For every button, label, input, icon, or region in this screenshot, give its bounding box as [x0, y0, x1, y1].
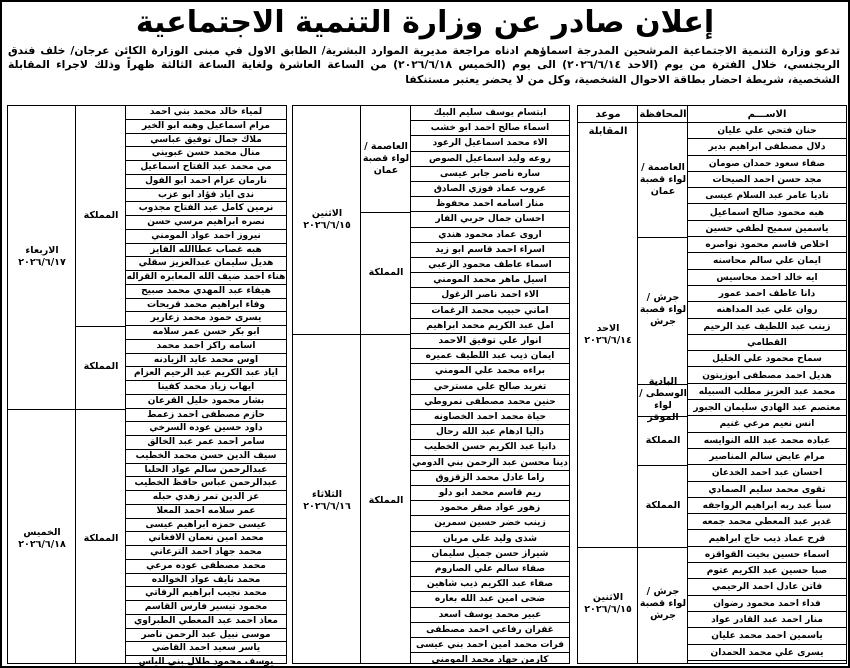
- governorate-cell: المملكة: [645, 500, 681, 512]
- table-row: دانيا عبد الكريم حسن الخطيب: [411, 440, 569, 455]
- table-row: اماني حبيب محمد الرغمات: [411, 304, 569, 319]
- candidates-table-1: [577, 105, 847, 664]
- table-row: ياسمين احمد محمد عليان: [688, 628, 846, 644]
- table-row: اسماء حسين بخيت القواقزه: [688, 547, 846, 563]
- table-row: عمر سلامه احمد المعلا: [126, 505, 286, 519]
- table-row: معاذ احمد عبد المعطي الطبراوي: [126, 615, 286, 629]
- table-row: مجد حسن احمد الصيحات: [688, 172, 846, 188]
- table-row: يوسف محمود طلال بني الياس: [126, 656, 286, 668]
- table-row: حنان فتحي علي عليان: [688, 123, 846, 139]
- table-row: ايمان ذيب عبد اللطيف عميره: [411, 349, 569, 364]
- governorate-cell: جرش / لواء قصبة جرش: [639, 585, 687, 621]
- table-row: موسى نبيل عبد الرحمن ناصر: [126, 629, 286, 643]
- table-row: تغريد صالح علي مسترحي: [411, 380, 569, 395]
- table-row: حياة محمد احمد الخصاونه: [411, 410, 569, 425]
- table-row: عبدالرحمن سالم عواد الحلبا: [126, 464, 286, 478]
- table-row: القطامي: [688, 335, 846, 351]
- table-row: ندى اياد فؤاد ابو عزب: [126, 189, 286, 203]
- table-row: محمد نايف عواد الخوالده: [126, 574, 286, 588]
- governorate-cell: المملكة: [645, 434, 681, 446]
- header-governorate: المحافظة: [639, 109, 687, 120]
- announcement-intro: تدعو وزارة التنمية الاجتماعية المرشحين المدرجة اسماؤهم ادناه مراجعة مديرية الموارد البشرية/ الطابق الاول في مبنى الوزارة الكائن عرجان/ خلف فندق الريجنسي، خلال الفترة من يوم (الاحد ٢٠٢٦/٦/١٤) الى يوم (الخميس ٢٠٢٦/٦/١٨) من الساعة العاشرة ولغاية الساعة الثالثة ظهراً وذلك لاجراء المقابلة الشخصية، شريطة احضار بطاقة الاحوال الشخصية، وكل من لا يحضر يعتبر مستنكفا: [8, 44, 840, 86]
- table-row: هيفاء عبد المهدي محمد صبيح: [126, 285, 286, 299]
- table-row: هبه محمود صالح اسماعيل: [688, 205, 846, 221]
- table-row: اوس محمد عايد الزيادنه: [126, 354, 286, 368]
- governorate-cell: المملكة: [83, 533, 119, 545]
- table-row: فرات محمد امين احمد بني عيسى: [411, 638, 569, 653]
- table-row: اسراء احمد قاسم ابو زيد: [411, 243, 569, 258]
- table-row: دينا محسن عبد الرحمن بني الدومي: [411, 456, 569, 471]
- table-row: صفاء سالم علي الصاروم: [411, 562, 569, 577]
- candidates-table-3: [7, 105, 287, 667]
- table-row: ساره ناصر جابر عيسى: [411, 167, 569, 182]
- table-row: صفاء عبد الكريم ذيب شاهين: [411, 577, 569, 592]
- table-row: روان علي عبد المداهنه: [688, 302, 846, 318]
- table-row: اسماء عاطف محمود الزعبي: [411, 258, 569, 273]
- table-row: روعه وليد اسماعيل الصوص: [411, 152, 569, 167]
- interview-date-cell: الاثنين ٢٠٢٦/٦/١٥: [584, 591, 632, 615]
- governorate-cell: المملكة: [368, 267, 404, 279]
- table-row: حازم مصطفى احمد زعمط: [126, 409, 286, 423]
- table-row: منار احمد عبد القادر عواد: [688, 612, 846, 628]
- table-row: مرام اسماعيل وهبه ابو الخير: [126, 120, 286, 134]
- table-row: سيف الدين حسن محمد الخطيب: [126, 450, 286, 464]
- table-row: هديل سليمان عبدالعزيز سقلي: [126, 257, 286, 271]
- table-row: محمد جهاد احمد الترعاني: [126, 546, 286, 560]
- governorate-cell: البادية الوسطى / لواء الموقر: [639, 376, 687, 424]
- table-row: منال محمد حسن عبويني: [126, 147, 286, 161]
- interview-date-cell: الاحد ٢٠٢٦/٦/١٤: [584, 322, 632, 346]
- header-interview-date: موعد المقابلة: [588, 109, 628, 137]
- table-row: داود حسين عوده السرخي: [126, 422, 286, 436]
- table-row: ملاك جمال توفيق عباسي: [126, 134, 286, 148]
- table-row: نرمين كامل عبد الفتاح مجذوب: [126, 202, 286, 216]
- table-row: فداء احمد محمود رضوان: [688, 596, 846, 612]
- table-row: منار اسامه احمد محفوظ: [411, 197, 569, 212]
- table-row: انس نعيم مرعي غنيم: [688, 416, 846, 432]
- table-row: دانا عاطف احمد عمور: [688, 286, 846, 302]
- table-row: اسامه راكز احمد محمد: [126, 340, 286, 354]
- table-row: براءه محمد علي المومني: [411, 364, 569, 379]
- table-row: زهور عواد صقر محمود: [411, 501, 569, 516]
- table-row: عبدالرحمن عباس حافظ الخطيب: [126, 477, 286, 491]
- table-row: سماح محمود علي الخليل: [688, 351, 846, 367]
- table-row: امل عبد الكريم محمد ابراهيم: [411, 319, 569, 334]
- table-row: اروى عماد محمود هندي: [411, 228, 569, 243]
- table-row: يسرى علي محمد الحمدان: [688, 645, 846, 661]
- table-row: ضحى امين عبد الله بعاره: [411, 592, 569, 607]
- table-row: محمد عبد العزيز مطلب السبيله: [688, 384, 846, 400]
- table-row: لمياء خالد محمد بني احمد: [126, 106, 286, 120]
- table-row: محمد امين نعمان الافغاني: [126, 532, 286, 546]
- table-row: ناديا عامر عبد السلام عيسى: [688, 188, 846, 204]
- table-row: ابو بكر حسن عمر سلامه: [126, 326, 286, 340]
- table-row: فرح عماد ذيب حاج ابراهيم: [688, 531, 846, 547]
- table-row: عروب عماد فوزي الصادق: [411, 182, 569, 197]
- table-row: نارمان عزام احمد ابو الفول: [126, 175, 286, 189]
- table-row: اخلاص قاسم محمود نواصره: [688, 237, 846, 253]
- table-row: شيراز حسن جميل سليمان: [411, 547, 569, 562]
- table-row: ياسمين سميح لطفي حسين: [688, 221, 846, 237]
- table-row: يسرى حمود محمد زعارير: [126, 312, 286, 326]
- table-row: نيروز احمد عواد المومني: [126, 230, 286, 244]
- table-row: معتصم عبد الهادي سليمان الجبور: [688, 400, 846, 416]
- table-row: مي محمد عبد الفتاح اسماعيل: [126, 161, 286, 175]
- table-row: محمد نجيب ابراهيم الرفاتي: [126, 587, 286, 601]
- table-row: غفران رفاعي احمد مصطفى: [411, 623, 569, 638]
- table-row: هبه غصاب عطاالله الفايز: [126, 244, 286, 258]
- table-row: عباده محمد عبد الله النوايسه: [688, 433, 846, 449]
- table-row: تقوى محمد سليم الصمادي: [688, 482, 846, 498]
- table-row: محمود تيسير فارس القاسم: [126, 601, 286, 615]
- table-row: اياد عبد الكريم عبد الرحيم العزام: [126, 367, 286, 381]
- governorate-cell: جرش / لواء قصبة جرش: [639, 292, 687, 328]
- table-row: محمد مصطفى عوده مرعي: [126, 560, 286, 574]
- header-name: الاســـم: [747, 109, 787, 120]
- table-row: سامر احمد عمر عبد الخالق: [126, 436, 286, 450]
- candidates-table-2: [292, 105, 570, 664]
- table-row: عبير محمد يوسف اسعد: [411, 608, 569, 623]
- table-row: صبا حسين عبد الكريم عتوم: [688, 563, 846, 579]
- table-row: راما عادل محمد الزقزوق: [411, 471, 569, 486]
- table-row: عيسى حمزه ابراهيم عيسى: [126, 519, 286, 533]
- table-row: اسيل ماهر محمد المومني: [411, 273, 569, 288]
- table-row: الاء احمد ناصر الزغول: [411, 288, 569, 303]
- table-row: مرام عايض سالم المناصير: [688, 449, 846, 465]
- table-row: ياسر سعيد احمد القاضي: [126, 642, 286, 656]
- governorate-cell: العاصمة / لواء قصبة عمان: [639, 162, 687, 198]
- interview-date-cell: الاربعاء ٢٠٢٦/٦/١٧: [18, 245, 66, 269]
- table-row: غدير عبد المعطي محمد جمعه: [688, 514, 846, 530]
- table-row: بشار محمود خليل القرعان: [126, 395, 286, 409]
- table-row: داليا ادهام عبد الله رحال: [411, 425, 569, 440]
- interview-date-cell: الخميس ٢٠٢٦/٦/١٨: [18, 527, 66, 551]
- table-row: كارمن جهاد محمد المومني: [411, 653, 569, 668]
- table-row: نصره ابراهيم مرسي حسن: [126, 216, 286, 230]
- governorate-cell: العاصمة / لواء قصبة عمان: [362, 141, 410, 177]
- table-row: ايهاب زياد محمد كفينا: [126, 381, 286, 395]
- governorate-cell: المملكة: [83, 361, 119, 373]
- table-row: اسماء صالح احمد ابو خشب: [411, 121, 569, 136]
- table-row: ايمان علي سالم محاسنه: [688, 253, 846, 269]
- table-row: الاء محمد اسماعيل الرعود: [411, 136, 569, 151]
- table-row: ابتسام يوسف سليم البيك: [411, 106, 569, 121]
- table-row: انوار علي توفيق الاحمد: [411, 334, 569, 349]
- interview-date-cell: الثلاثاء ٢٠٢٦/٦/١٦: [303, 489, 351, 513]
- table-row: عز الدين تمر زهدي حبله: [126, 491, 286, 505]
- table-row: فاتن عادل احمد الرحيمي: [688, 579, 846, 595]
- table-row: احسان عبد احمد الخدعان: [688, 465, 846, 481]
- table-row: شذى وليد علي مريان: [411, 532, 569, 547]
- table-row: دلال مصطفى ابراهيم بدير: [688, 139, 846, 155]
- table-row: زينب خضر حسين سمرين: [411, 516, 569, 531]
- table-row: زينب عبد اللطيف عبد الرحيم: [688, 319, 846, 335]
- table-row: ايه خالد احمد محاسيس: [688, 270, 846, 286]
- table-row: هناء احمد ضيف الله المعابره القراله: [126, 271, 286, 285]
- table-row: حنين محمد مصطفى نمروطي: [411, 395, 569, 410]
- governorate-cell: المملكة: [368, 495, 404, 507]
- table-row: سبأ عبد ربه ابراهيم الرواجفه: [688, 498, 846, 514]
- table-row: ريم قاسم محمد ابو دلو: [411, 486, 569, 501]
- table-row: صفاء سعود حمدان صومان: [688, 156, 846, 172]
- table-row: احسان جمال حربي الفار: [411, 212, 569, 227]
- interview-date-cell: الاثنين ٢٠٢٦/٦/١٥: [303, 208, 351, 231]
- table-row: هديل احمد مصطفى ابوزيتون: [688, 368, 846, 384]
- table-row: وفاء ابراهيم محمد قريحات: [126, 299, 286, 313]
- announcement-title: إعلان صادر عن وزارة التنمية الاجتماعية: [135, 5, 715, 40]
- governorate-cell: المملكة: [83, 210, 119, 221]
